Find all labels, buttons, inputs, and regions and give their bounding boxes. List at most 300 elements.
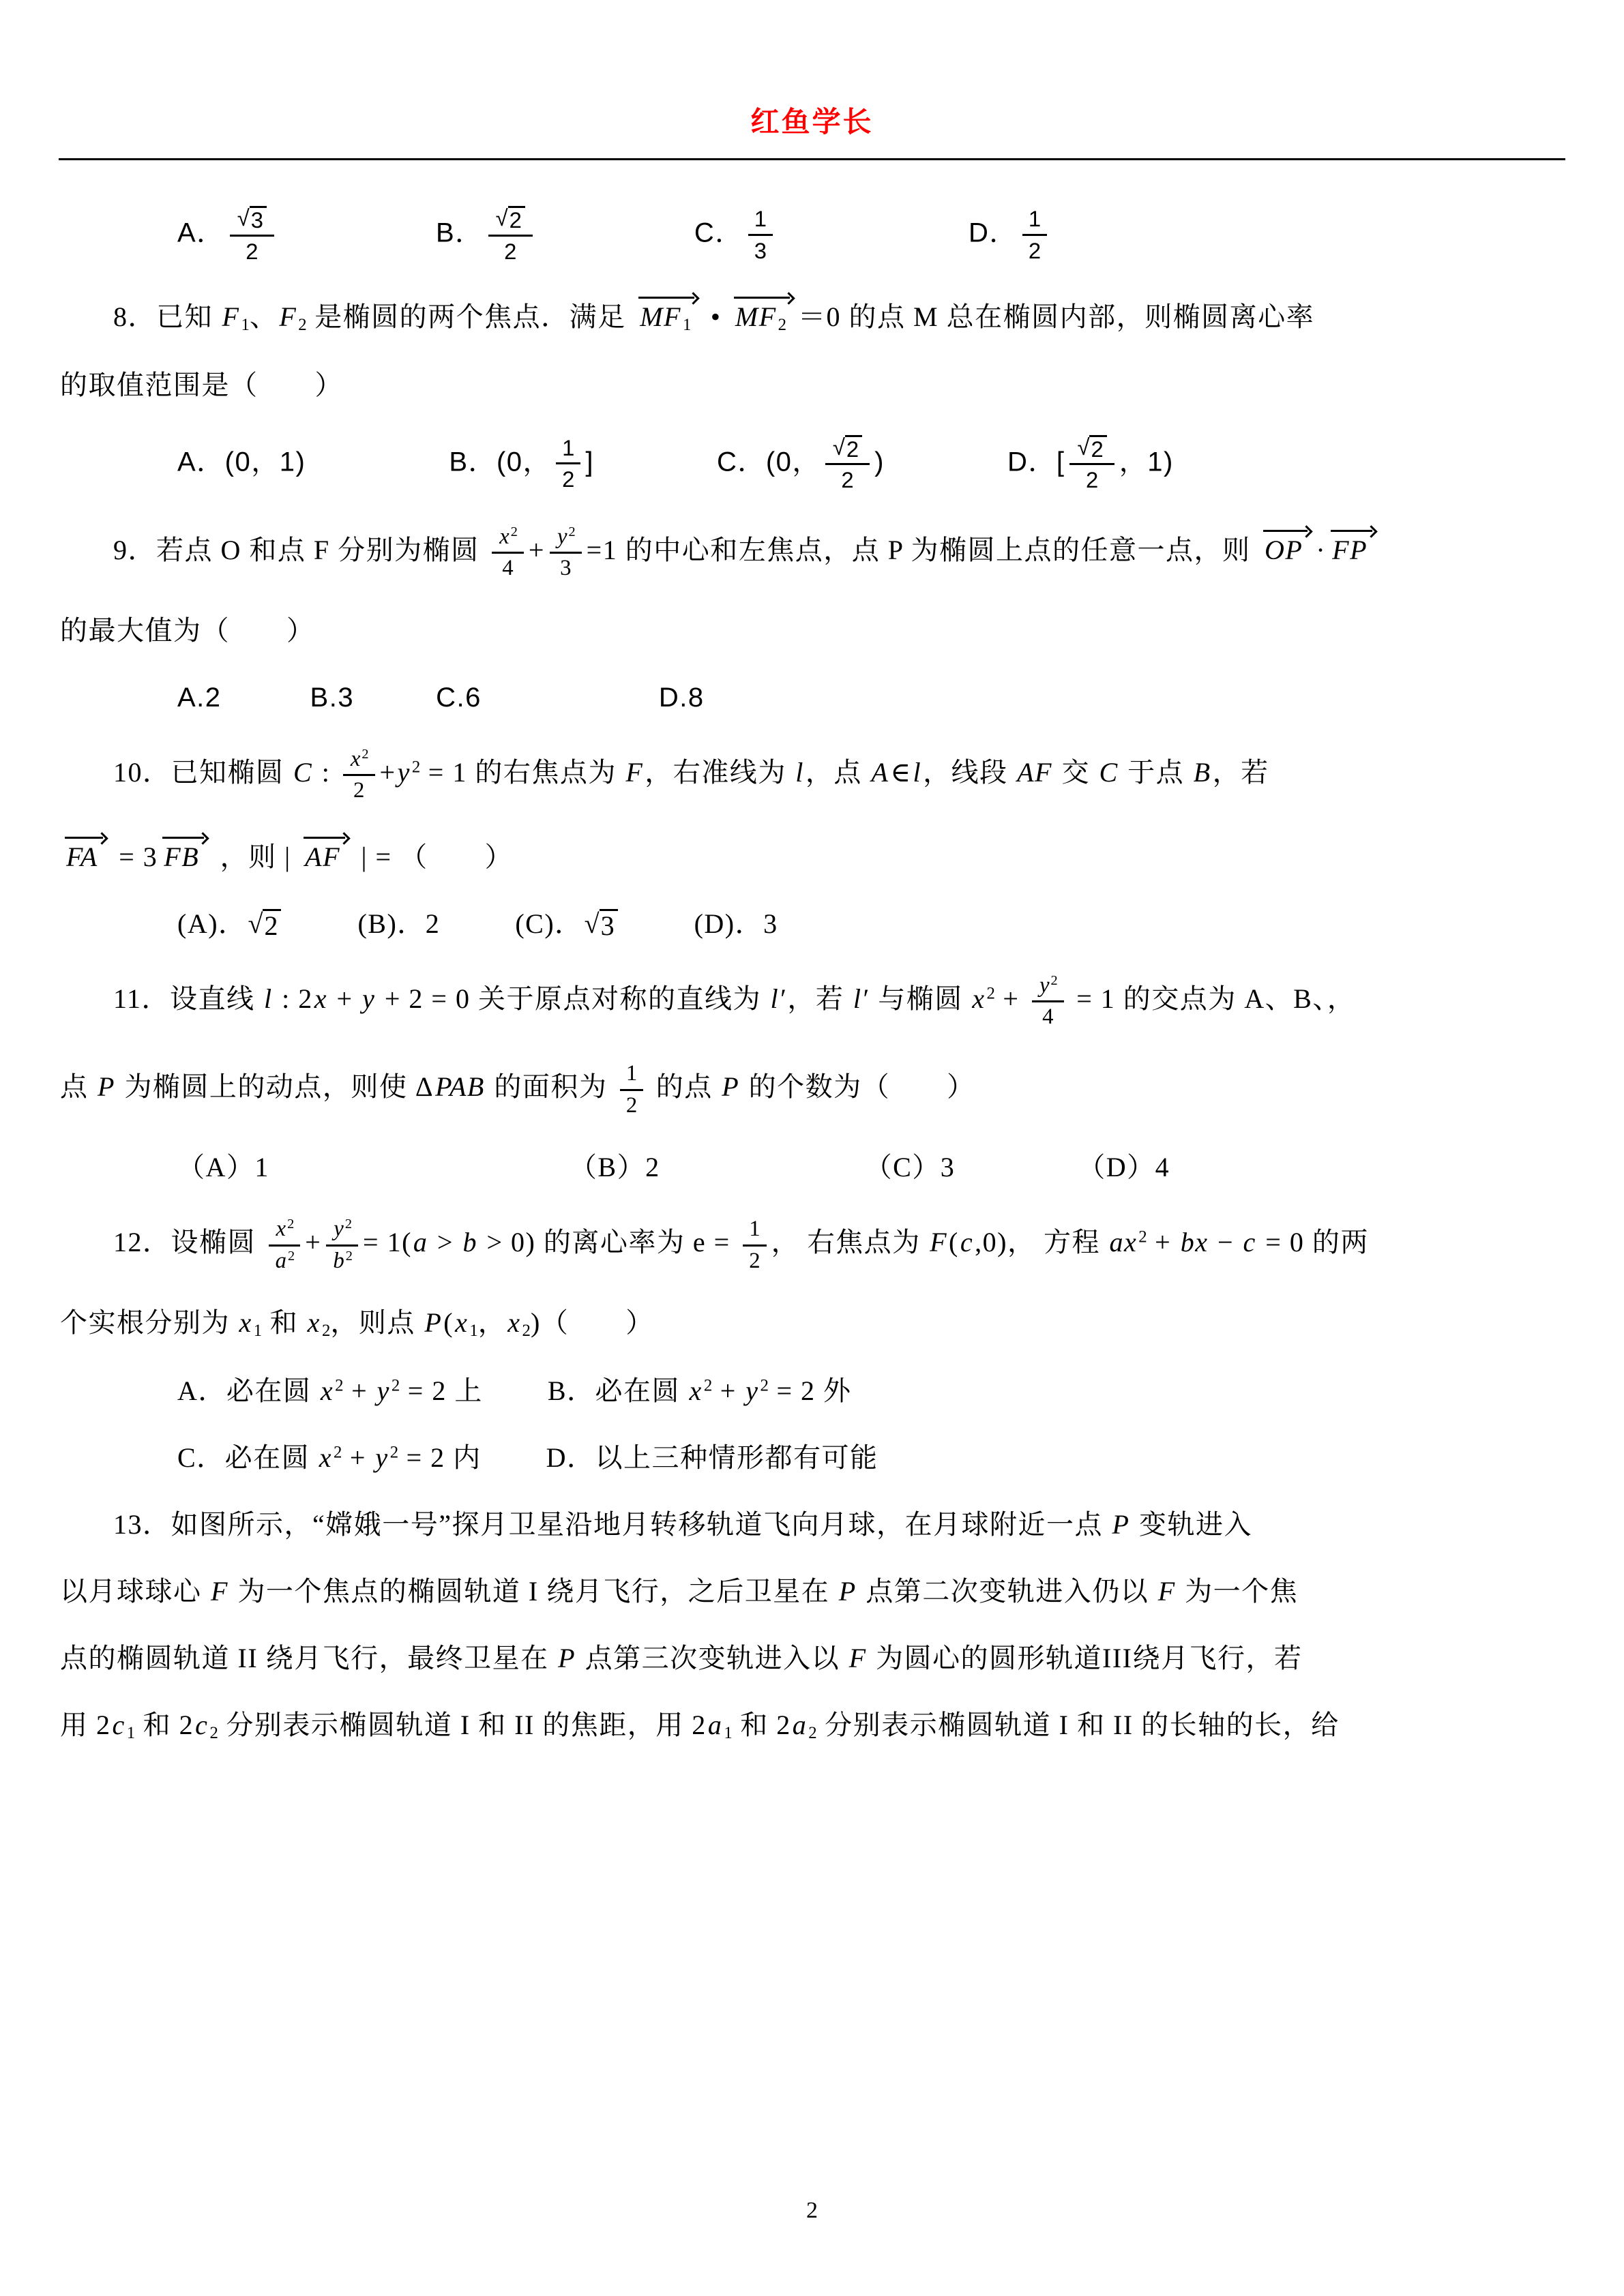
text-run: ，线段 [923,756,1016,788]
q9-options [60,679,1571,716]
q8-options [60,434,1571,494]
text-run: (B)．2 [357,908,441,939]
text-run: B.3 [310,682,355,713]
superscript: 2 [1138,1227,1147,1247]
math-variable: AF [305,841,341,872]
subscript: 1 [682,316,692,335]
superscript: 2 [986,983,995,1002]
superscript: 2 [344,1217,353,1232]
text-run: = 2 内 [398,1442,482,1473]
superscript: 2 [361,746,369,762]
spacer [306,463,449,464]
q12-options-cd [60,1440,1571,1476]
radicand [845,435,862,462]
text-run: 4 [1042,1004,1054,1030]
fraction [1069,434,1114,494]
math-variable: y [745,1375,759,1406]
math-variable: FP [1332,534,1368,565]
fraction-numerator [743,1216,766,1246]
q9-line2 [60,612,1571,649]
math-variable: F [848,1642,867,1673]
vector-arrow [161,835,209,871]
math-variable: y [362,983,376,1014]
q11-line2 [60,1060,1571,1119]
text-run: + [994,983,1027,1014]
q13-line4 [60,1707,1571,1745]
math-variable: A [871,756,889,788]
text-run: 3 [600,910,615,941]
text-run: > 0) 的离心率为 e = [478,1227,739,1258]
text-run: D．[ [1007,447,1065,477]
text-run: + [528,534,545,565]
math-variable: MF [735,301,777,333]
text-run: )（ ） [530,1307,654,1339]
fraction-numerator [550,524,582,554]
text-run: = 1( [363,1227,412,1258]
text-run: 12．设椭圆 [113,1227,264,1258]
math-variable: x [307,1307,321,1339]
text-run: 为圆心的圆形轨道III绕月飞行，若 [868,1642,1303,1673]
math-variable: P [98,1071,115,1103]
text-run: 2 [1028,237,1042,263]
radical-sign: √ [584,908,600,939]
text-run: (A)． [177,908,247,939]
radicand [600,909,618,942]
q7-options [60,205,1571,265]
radical-sign: √ [237,205,250,230]
q11-options [60,1149,1571,1186]
text-run: =1 的中心和左焦点，点 P 为椭圆上点的任意一点，则 [586,534,1258,565]
text-run: = 2 上 [400,1375,483,1406]
text-run: 以月球球心 [60,1575,209,1607]
superscript: 2 [510,524,518,539]
math-variable: a [707,1709,723,1740]
text-run: ， 右焦点为 [771,1227,929,1258]
radicand [508,206,525,233]
text-run: 3 [250,207,263,233]
text-run: 2 [1085,467,1099,493]
q11-line1 [60,972,1571,1031]
superscript: 2 [391,1376,400,1395]
text-run: B．必在圆 [547,1375,688,1406]
radical [237,206,267,233]
vector-arrow [63,835,108,871]
page-number: 2 [806,2198,818,2223]
math-variable: ax [1109,1227,1138,1258]
text-run: 用 2 [60,1709,111,1740]
fraction [620,1060,643,1119]
text-run: （B）2 [569,1152,660,1183]
fraction-numerator [343,746,375,777]
text-run: D．以上三种情形都有可能 [546,1442,879,1473]
text-run: − [1209,1227,1242,1258]
q12-line1 [60,1216,1571,1274]
fraction [748,205,773,264]
text-run: ， [477,1307,507,1339]
spacer [269,1169,570,1170]
text-run: 1 [754,206,767,232]
math-variable: F [211,1575,228,1607]
subscript: 1 [469,1322,478,1341]
text-run: ( [443,1307,454,1339]
text-run: A．(0，1) [177,447,306,477]
text-run: = 1 的右焦点为 [420,756,625,788]
text-run: 2 [846,436,859,462]
spacer [440,926,515,927]
text-run: + [343,1375,376,1406]
math-variable: y [375,1442,389,1473]
superscript: 2 [1050,972,1058,988]
fraction [1032,972,1064,1031]
q12-line2 [60,1304,1571,1343]
math-variable: l [264,983,273,1014]
text-run: + [305,1227,322,1258]
superscript: 2 [287,1217,295,1232]
text-run: 点第二次变轨进入仍以 [857,1575,1157,1607]
fraction [550,524,582,582]
math-variable: y [377,1375,390,1406]
spacer [619,926,694,927]
q13-line3 [60,1640,1571,1677]
math-variable: x [455,1307,469,1339]
math-variable: l [913,756,922,788]
subscript: 2 [522,1322,531,1341]
q10-line2 [60,835,1571,876]
text-run: 2 [562,466,575,492]
fraction-numerator [825,434,870,466]
math-variable: bx [1180,1227,1209,1258]
math-variable: F [625,756,644,788]
math-variable: x [320,1375,334,1406]
text-run: 、 [249,301,278,333]
text-run: 的取值范围是（ ） [60,369,343,400]
text-run: = 2 外 [768,1375,852,1406]
text-run: （A）1 [177,1152,269,1183]
math-variable: P [424,1307,443,1339]
text-run: A.2 [177,682,222,713]
text-run: （C）3 [864,1152,956,1183]
math-variable: x [350,746,361,771]
text-run: B．(0， [449,447,552,477]
fraction-numerator [269,1216,301,1247]
q8-line2 [60,367,1571,404]
math-variable: x [319,1442,332,1473]
text-run: 11．设直线 [113,983,263,1014]
q13-line2 [60,1573,1571,1610]
text-run: + [1147,1227,1179,1258]
q13-line1 [60,1506,1571,1543]
text-run: • [703,301,729,333]
text-run: : 2 [274,983,313,1014]
math-variable: b [462,1227,477,1258]
math-variable: OP [1265,534,1303,565]
text-run: D.8 [658,682,705,713]
text-run: 和 2 [732,1709,791,1740]
superscript: 2 [568,524,576,539]
text-run: C.6 [436,682,482,713]
q10-line1 [60,746,1571,805]
radicand [263,909,281,942]
math-variable: a [792,1709,808,1740]
text-run: 2 [264,910,278,941]
text-run: 的面积为 [486,1071,615,1103]
vector-arrow [1262,528,1312,565]
radical [585,909,618,942]
fraction-numerator [326,1216,358,1247]
text-run: ′，若 [780,983,852,1014]
fraction [743,1216,766,1274]
text-run: 3 [560,556,572,581]
text-run: = 1 的交点为 A、B、， [1068,983,1356,1014]
subscript: 2 [209,1723,218,1742]
fraction-denominator [246,237,258,265]
math-variable: P [1112,1508,1130,1540]
vector-arrow [1329,528,1377,565]
text-run: 3 [754,237,767,263]
fraction-denominator [353,776,364,804]
subscript: 2 [298,316,307,335]
math-variable: l [853,983,862,1014]
radical-sign: √ [1077,434,1090,460]
superscript: 2 [703,1376,713,1395]
text-run: 点 [60,1071,96,1103]
spacer [660,1169,865,1170]
fraction-denominator [1086,465,1098,493]
text-run: ，右准线为 [645,756,795,788]
text-run: : [314,756,338,788]
math-variable: y [397,756,411,788]
text-run: ，则 | [212,841,299,872]
radicand [1089,435,1106,462]
superscript: 2 [335,1376,344,1395]
fraction-denominator [560,554,571,582]
text-run: (C)． [515,908,583,939]
text-run: 和 [262,1307,306,1339]
fraction-numerator [556,434,580,464]
radical [833,435,862,462]
math-variable: y [334,1217,344,1242]
radical-sign: √ [248,908,263,939]
math-variable: b [333,1248,344,1273]
text-run: 2 [504,238,517,264]
fraction-numerator [748,205,773,235]
text-run: 的点 [648,1071,721,1103]
math-variable: FB [164,841,200,872]
radical [1077,435,1106,462]
text-run: | = （ ） [353,841,514,872]
text-run: + [379,756,396,788]
text-run: 分别表示椭圆轨道 I 和 II 的焦距，用 2 [218,1709,707,1740]
radical [248,909,282,942]
text-run: B． [435,218,484,248]
text-run: 分别表示椭圆轨道 I 和 II 的长轴的长，给 [816,1709,1340,1740]
text-run: · [1316,534,1327,565]
text-run: 2 [749,1248,761,1273]
spacer [482,699,659,700]
math-variable: c [1243,1227,1256,1258]
q8-line1 [60,295,1571,337]
math-variable: x [276,1217,286,1242]
text-run: 个实根分别为 [60,1307,238,1339]
math-variable: C [293,756,313,788]
text-run: > [429,1227,462,1258]
fraction-denominator [1042,1002,1053,1030]
math-variable: C [1099,756,1119,788]
text-run: 1 [1028,206,1042,232]
math-variable: x [972,983,986,1014]
text-run: 交 [1053,756,1098,788]
math-variable: FA [66,841,98,872]
subscript: 2 [808,1723,817,1742]
text-run: A． [177,218,225,248]
fraction-numerator [1069,434,1114,466]
math-variable: a [275,1248,286,1273]
superscript: 2 [389,1443,399,1462]
text-run: 和 2 [135,1709,194,1740]
spacer [885,463,1007,464]
radical-sign: √ [495,205,508,230]
text-run: ，点 [805,756,870,788]
text-run: C．必在圆 [177,1442,318,1473]
fraction [269,1216,301,1274]
text-run: 2 [353,778,365,803]
text-run: ) [874,447,885,477]
q12-options-ab [60,1373,1571,1410]
math-variable: y [1039,972,1050,998]
text-run: A．必在圆 [177,1375,319,1406]
fraction-numerator [492,524,524,554]
superscript: 2 [411,758,421,777]
text-run: C．(0， [716,447,821,477]
fraction-denominator [562,464,574,492]
text-run: ] [585,447,594,477]
spacer [482,1460,546,1461]
fraction-denominator [331,1247,353,1275]
text-run: 的最大值为（ ） [60,614,315,646]
text-run: C． [694,218,743,248]
text-run: ，则点 [330,1307,424,1339]
fraction-numerator [1032,972,1064,1003]
math-variable: x [507,1307,521,1339]
fraction-numerator [620,1060,643,1090]
text-run: + [712,1375,745,1406]
text-run: 的个数为（ ） [741,1071,975,1103]
text-run: 8．已知 [113,301,221,333]
fraction-denominator [504,237,516,265]
math-variable: F [279,301,297,333]
fraction [492,524,524,582]
text-run: 2 [625,1092,638,1118]
spacer [594,463,717,464]
math-variable: y [557,524,567,549]
text-run: ,0)， 方程 [975,1227,1108,1258]
fraction-denominator [1029,236,1041,264]
fraction-denominator [754,236,767,264]
text-run: 于点 [1119,756,1192,788]
math-variable: c [195,1709,209,1740]
math-variable: P [838,1575,857,1607]
text-run: 为一个焦 [1177,1575,1299,1607]
fraction [825,434,870,494]
subscript: 1 [724,1723,733,1742]
fraction [230,205,274,265]
text-run: ∈ [890,756,912,788]
text-run: 1 [749,1217,761,1242]
text-run: ′ 与椭圆 [863,983,971,1014]
text-run: 2 [509,207,522,233]
text-run: （D）4 [1078,1152,1170,1183]
page-header: 红鱼学长 [750,107,874,138]
superscript: 2 [287,1248,295,1264]
text-run: 2 [246,238,259,264]
superscript: 2 [345,1248,353,1264]
fraction-denominator [749,1247,760,1274]
math-variable: c [112,1709,126,1740]
text-run: ＝0 的点 M 总在椭圆内部，则椭圆离心率 [798,301,1315,333]
fraction-denominator [626,1091,637,1119]
text-run: ，1) [1119,447,1174,477]
spacer [282,926,357,927]
text-run: = 3 [110,841,158,872]
text-run: + [329,983,361,1014]
math-variable: x [689,1375,703,1406]
fraction-denominator [502,554,513,582]
text-run: 是椭圆的两个焦点．满足 [306,301,634,333]
fraction-numerator [230,205,274,237]
vector-arrow [637,295,699,334]
spacer [222,699,310,700]
radical-sign: √ [832,434,845,460]
fraction-numerator [1022,205,1047,235]
math-variable: AF [1017,756,1052,788]
text-run: 2 [1091,436,1104,462]
math-variable: PAB [435,1071,485,1103]
fraction [326,1216,358,1274]
superscript: 2 [333,1443,342,1462]
text-run: = 0 的两 [1257,1227,1369,1258]
superscript: 2 [760,1376,769,1395]
math-variable: x [314,983,328,1014]
math-variable: B [1193,756,1211,788]
math-variable: x [499,524,510,549]
math-variable: F [1157,1575,1176,1607]
fraction-numerator [488,205,533,237]
math-variable: P [558,1642,576,1673]
fraction-denominator [274,1247,295,1275]
text-run: 1 [562,434,575,460]
vector-arrow [302,835,350,871]
text-run: 2 [841,467,854,493]
text-run: + [342,1442,374,1473]
math-variable: P [722,1071,740,1103]
spacer [354,699,436,700]
text-run: ，若 [1212,756,1269,788]
text-run: 点的椭圆轨道 II 绕月飞行，最终卫星在 [60,1642,557,1673]
radical [496,206,525,233]
q10-options [60,906,1571,942]
fraction-denominator [841,465,853,493]
subscript: 2 [778,316,787,335]
document-lines [60,205,1571,1774]
text-run: 13．如图所示，“嫦娥一号”探月卫星沿地月转移轨道飞向月球，在月球附近一点 [113,1508,1111,1540]
text-run: 9．若点 O 和点 F 分别为椭圆 [113,534,488,565]
math-variable: l [795,756,804,788]
fraction [343,746,375,805]
math-variable: a [413,1227,428,1258]
subscript: 1 [126,1723,136,1742]
text-run: + 2 = 0 关于原点对称的直线为 [377,983,769,1014]
subscript: 1 [241,316,250,335]
